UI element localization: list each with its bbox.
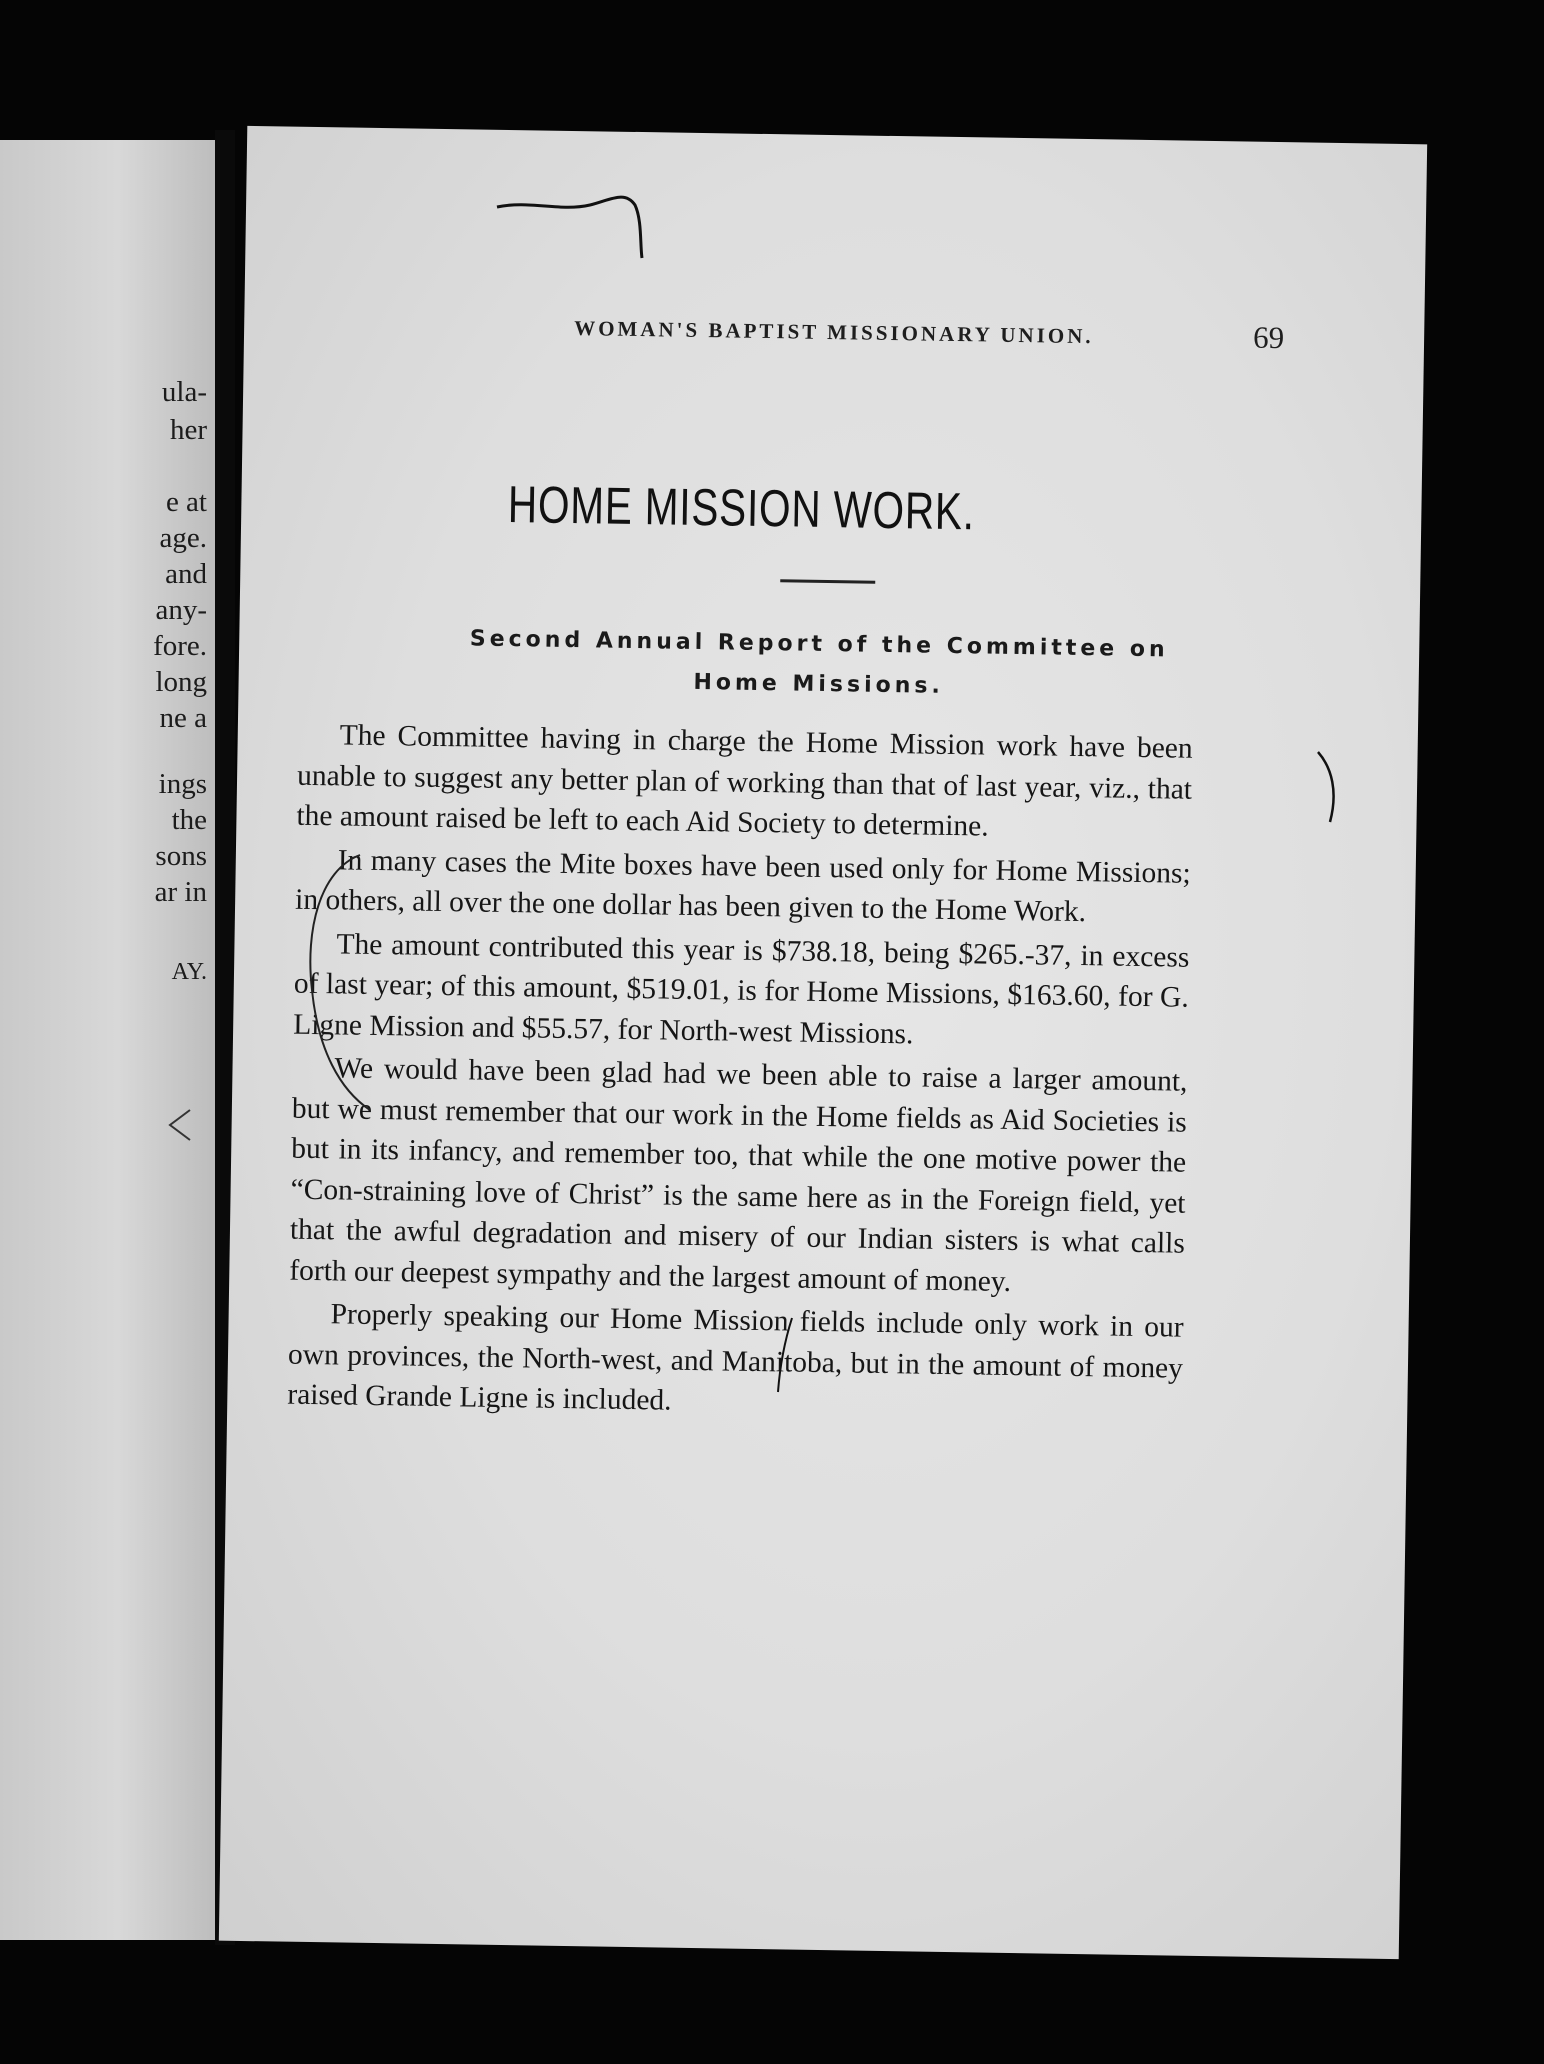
page-69: [219, 126, 1427, 1959]
paragraph: The amount contributed this year is $738.18, being $265.-37, in excess of last year; of this amount, $519.01, is for Home Missions, $163.60, for G. Ligne Mission and $55.57, for North-west Missions.: [292, 927, 1190, 1050]
page-title: HOME MISSION WORK.: [507, 475, 976, 542]
left-page-line: and: [165, 558, 207, 590]
left-page-line: AY.: [171, 959, 207, 985]
paragraph: We would have been glad had we been able to raise a larger amount, but we must remember that our work in the Home fields as Aid Societies is but in its infancy, and remember too, that while the one motive power the “Con-straining love of Christ” is the same here as in the Foreign field, yet that the awful degradation and misery of our Indian sisters is what calls forth our deepest sympathy and the largest amount of money.: [289, 1052, 1188, 1298]
left-page-line: sons: [155, 840, 207, 872]
left-page-line: any-: [155, 594, 207, 626]
paragraph: In many cases the Mite boxes have been used only for Home Missions; in others, all over the one dollar has been given to the Home Work.: [294, 843, 1191, 929]
left-page-line: age.: [159, 522, 207, 554]
left-page-line: the: [171, 804, 207, 836]
report-body: [287, 715, 1193, 1432]
left-page-line: ula-: [161, 376, 207, 408]
title-rule: [780, 579, 875, 583]
page-number: 69: [1252, 319, 1285, 356]
subtitle-line-1: Second Annual Report of the Committee on: [469, 626, 1169, 663]
left-facing-page: [0, 140, 215, 1940]
paragraph: Properly speaking our Home Mission fields include only work in our own provinces, the North-west, and Manitoba, but in the amount of money raised Grande Ligne is included.: [287, 1298, 1184, 1417]
left-page-line: her: [169, 414, 207, 446]
paragraph: The Committee having in charge the Home Mission work have been unable to suggest any better plan of working than that of last year, viz., that the amount raised be left to each Aid Society to determine.: [296, 719, 1193, 843]
left-page-line: ar in: [154, 876, 207, 908]
left-page-line: ne a: [159, 702, 207, 734]
running-head: WOMAN'S BAPTIST MISSIONARY UNION.: [574, 316, 1094, 349]
left-page-line: e at: [165, 486, 207, 518]
left-page-line: long: [155, 666, 207, 698]
left-page-line: ings: [158, 768, 207, 800]
subtitle-line-2: Home Missions.: [693, 669, 945, 699]
left-page-line: fore.: [153, 630, 207, 662]
